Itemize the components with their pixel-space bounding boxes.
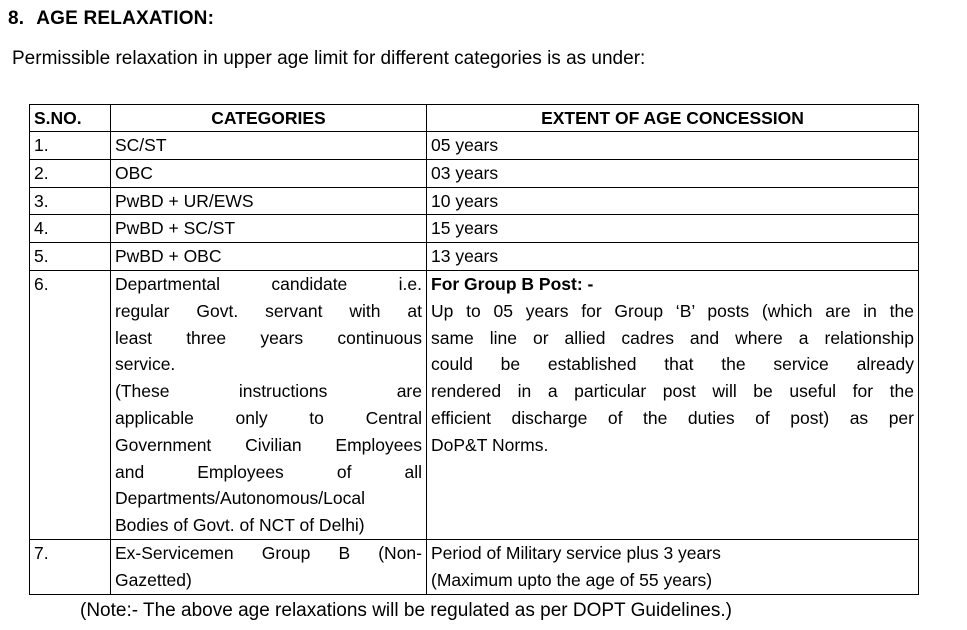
cell-extent: 13 years (427, 243, 919, 271)
category-line: Bodies of Govt. of NCT of Delhi) (115, 515, 365, 536)
table-header-row (30, 105, 919, 132)
category-line: Government Civilian Employees (115, 434, 422, 455)
category-line: and Employees of all (115, 461, 422, 482)
cell-category: PwBD + OBC (111, 243, 427, 271)
header-categories: CATEGORIES (111, 105, 427, 132)
cell-category-departmental (111, 270, 427, 539)
cell-category: PwBD + SC/ST (111, 215, 427, 243)
table-row-ex-servicemen (30, 539, 919, 594)
category-line: least three years continuous (115, 327, 422, 348)
table-row (30, 243, 919, 271)
cell-extent-ex-servicemen (427, 539, 919, 594)
extent-line: (Maximum upto the age of 55 years) (431, 569, 713, 590)
extent-line: DoP&T Norms. (431, 434, 549, 455)
cell-sno: 3. (30, 187, 111, 215)
extent-line: same line or allied cadres and where a relationship (431, 327, 914, 348)
footnote: (Note:- The above age relaxations will be regulated as per DOPT Guidelines.) (80, 600, 732, 621)
section-number: 8. (8, 8, 25, 29)
cell-extent: 05 years (427, 132, 919, 160)
cell-extent: 10 years (427, 187, 919, 215)
extent-line: could be established that the service already (431, 354, 914, 375)
table-row-departmental (30, 270, 919, 539)
intro-text: Permissible relaxation in upper age limit for different categories is as under: (12, 48, 646, 69)
extent-line: efficient discharge of the duties of post) as per (431, 407, 914, 428)
table-row (30, 132, 919, 160)
section-title: AGE RELAXATION: (36, 8, 215, 29)
category-line: Gazetted) (115, 569, 192, 590)
extent-line: Period of Military service plus 3 years (431, 542, 721, 563)
header-sno: S.NO. (30, 105, 111, 132)
category-line: Ex-Servicemen Group B (Non- (115, 542, 422, 563)
table-row (30, 159, 919, 187)
category-line: Departments/Autonomous/Local (115, 488, 365, 509)
cell-sno: 2. (30, 159, 111, 187)
age-relaxation-table (29, 104, 919, 595)
cell-sno: 4. (30, 215, 111, 243)
extent-title: For Group B Post: - (431, 273, 594, 294)
extent-line: Up to 05 years for Group ‘B’ posts (which are in the (431, 300, 914, 321)
cell-category: OBC (111, 159, 427, 187)
cell-sno: 1. (30, 132, 111, 160)
cell-extent: 03 years (427, 159, 919, 187)
category-line: Departmental candidate i.e. (115, 273, 422, 294)
cell-extent-departmental (427, 270, 919, 539)
category-line: service. (115, 354, 176, 375)
cell-sno: 7. (30, 539, 111, 594)
cell-category: SC/ST (111, 132, 427, 160)
cell-sno: 5. (30, 243, 111, 271)
header-extent: EXTENT OF AGE CONCESSION (427, 105, 919, 132)
table-row (30, 187, 919, 215)
category-line: (These instructions are (115, 381, 422, 402)
cell-category: PwBD + UR/EWS (111, 187, 427, 215)
table-row (30, 215, 919, 243)
category-line: applicable only to Central (115, 407, 422, 428)
section-heading (8, 8, 214, 30)
category-line: regular Govt. servant with at (115, 300, 422, 321)
cell-category-ex-servicemen (111, 539, 427, 594)
cell-sno: 6. (30, 270, 111, 539)
cell-extent: 15 years (427, 215, 919, 243)
extent-line: rendered in a particular post will be useful for the (431, 381, 914, 402)
